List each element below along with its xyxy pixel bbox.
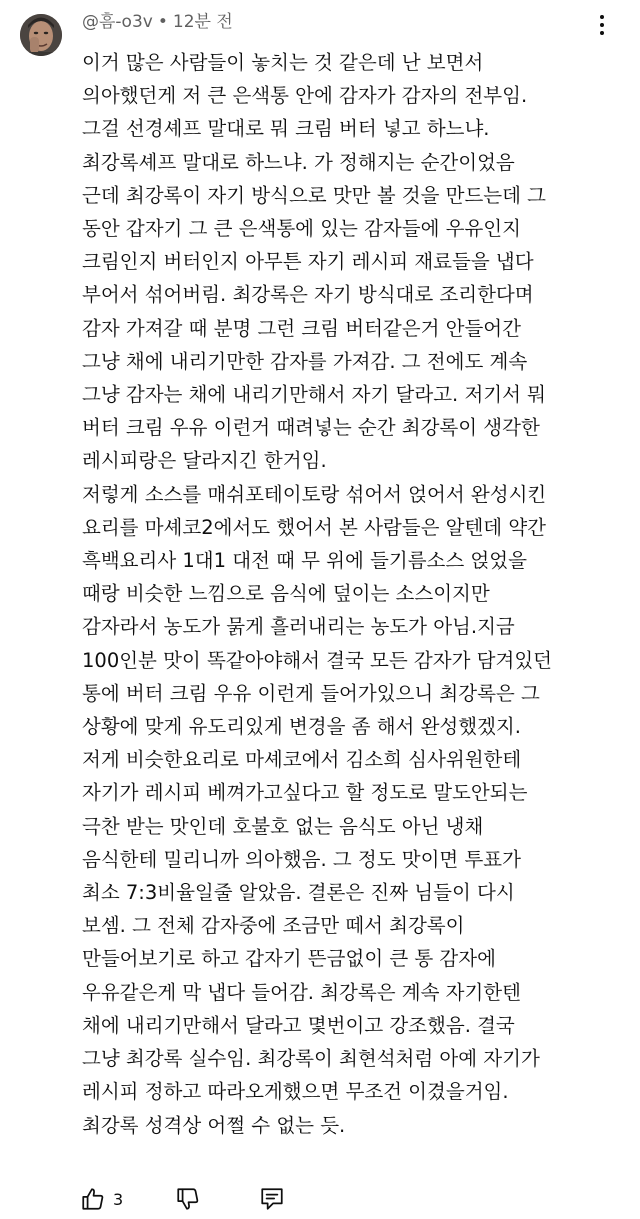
comment-line: 저렇게 소스를 매쉬포테이토랑 섞어서 얹어서 완성시킨 [82, 482, 547, 506]
reply-button[interactable] [259, 1186, 285, 1212]
like-button[interactable] [80, 1186, 106, 1212]
comment-line: 감자 가져갈 때 분명 그런 크림 버터같은거 안들어간 [82, 316, 521, 340]
comment-line: 음식한테 밀리니까 의아했음. 그 정도 맛이면 투표가 [82, 847, 521, 871]
comment-line: 최강록셰프 말대로 하느냐. 가 정해지는 순간이었음 [82, 150, 515, 174]
like-count: 3 [113, 1189, 124, 1209]
comment-line: 최강록 성격상 어쩔 수 없는 듯. [82, 1113, 346, 1137]
comment-line: 그냥 최강록 실수임. 최강록이 최현석처럼 아예 자기가 [82, 1047, 540, 1071]
comment-line: 그냥 채에 내리기만한 감자를 가져감. 그 전에도 계속 [82, 349, 528, 373]
comment-line: 채에 내리기만해서 달라고 몇번이고 강조했음. 결국 [82, 1013, 515, 1037]
comment-line: 상황에 맞게 유도리있게 변경을 좀 해서 완성했겠지. [82, 715, 521, 739]
comment-line: 이거 많은 사람들이 놓치는 것 같은데 난 보면서 [82, 51, 484, 74]
comment-line: 근데 최강록이 자기 방식으로 맛만 볼 것을 만드는데 그 [82, 183, 547, 207]
comment-line: 그냥 감자는 채에 내리기만해서 자기 달라고. 저기서 뭐 [82, 383, 547, 407]
comment-line: 때랑 비슷한 느낌으로 음식에 덮이는 소스이지만 [82, 582, 490, 606]
comment-line: 크림인지 버터인지 아무튼 자기 레시피 재료들을 냅다 [82, 250, 534, 274]
comment-line: 흑백요리사 1대1 대전 때 무 위에 들기름소스 얹었을 [82, 549, 527, 573]
comment-timestamp: 12분 전 [172, 12, 233, 32]
avatar-photo-icon [20, 14, 62, 56]
comment-line: 저게 비슷한요리로 마셰코에서 김소희 심사위원한테 [82, 748, 522, 772]
comment-line: 보셈. 그 전체 감자중에 조금만 떼서 최강록이 [82, 914, 465, 938]
comment-line: 감자라서 농도가 묽게 흘러내리는 농도가 아님.지금 [82, 615, 515, 639]
comment-line: 레시피랑은 달라지긴 한거임. [82, 449, 327, 473]
thumbs-up-icon [80, 1186, 106, 1212]
comment-line: 버터 크림 우유 이런거 때려넣는 순간 최강록이 생각한 [82, 416, 540, 440]
comment-line: 의아했던게 저 큰 은색통 안에 감자가 감자의 전부임. [82, 84, 528, 108]
dislike-button[interactable] [175, 1186, 201, 1212]
author-handle[interactable]: @흠-o3v [82, 12, 153, 32]
comment-line: 100인분 맛이 똑같아야해서 결국 모든 감자가 담겨있던 [82, 648, 552, 672]
comment-line: 우유같은게 막 냅다 들어감. 최강록은 계속 자기한텐 [82, 980, 521, 1004]
thumbs-down-icon [175, 1186, 201, 1212]
more-vertical-icon [600, 15, 604, 35]
avatar[interactable] [20, 14, 62, 56]
meta-separator: • [157, 12, 168, 32]
comment-line: 최소 7:3비율일줄 알았음. 결론은 진짜 님들이 다시 [82, 881, 515, 905]
comment-line: 극찬 받는 맛인데 호불호 없는 음식도 아닌 냉채 [82, 814, 484, 838]
comment-line: 부어서 섞어버림. 최강록은 자기 방식대로 조리한다며 [82, 283, 534, 307]
more-options-button[interactable] [590, 8, 614, 42]
comment-line: 레시피 정하고 따라오게했으면 무조건 이겼을거임. [82, 1080, 509, 1104]
comment-line: 통에 버터 크림 우유 이런게 들어가있으니 최강록은 그 [82, 681, 540, 705]
comment-meta [82, 10, 233, 34]
comment-actions [80, 1184, 285, 1214]
comment-line: 그걸 선경셰프 말대로 뭐 크림 버터 넣고 하느냐. [82, 117, 490, 141]
comment-line: 동안 갑자기 그 큰 은색통에 있는 감자들에 우유인지 [82, 217, 521, 241]
comment-line: 만들어보기로 하고 갑자기 뜬금없이 큰 통 감자에 [82, 947, 496, 971]
comment-line: 요리를 마셰코2에서도 했어서 본 사람들은 알텐데 약간 [82, 515, 547, 539]
comment-line: 자기가 레시피 베껴가고싶다고 할 정도로 말도안되는 [82, 781, 528, 805]
comment-text [82, 46, 627, 1142]
reply-icon [259, 1186, 285, 1212]
